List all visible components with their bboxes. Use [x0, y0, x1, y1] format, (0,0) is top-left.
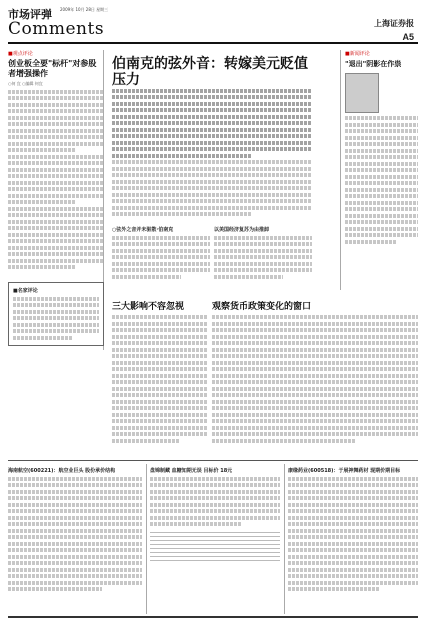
text-line	[8, 568, 142, 572]
text-line	[8, 155, 103, 159]
text-line	[8, 542, 142, 546]
text-line	[345, 175, 418, 179]
stock-column-3	[284, 464, 418, 614]
text-line	[13, 329, 99, 333]
text-line	[112, 128, 312, 132]
text-line	[288, 509, 418, 513]
text-line	[112, 206, 312, 210]
text-line	[288, 483, 418, 487]
text-line	[288, 587, 379, 591]
right-headline: "退出"阴影在作祟	[345, 60, 402, 68]
text-line	[212, 406, 418, 410]
text-line	[112, 212, 252, 216]
row2-right-article	[212, 296, 418, 456]
text-line	[8, 265, 75, 269]
text-line	[13, 297, 99, 301]
left-section-tag: ■观点评论	[8, 51, 33, 57]
text-line	[8, 555, 142, 559]
text-line	[345, 136, 418, 140]
text-line	[8, 239, 103, 243]
text-line	[345, 181, 418, 185]
text-line	[8, 483, 142, 487]
issue-date: 2009年 10月 28日 星期三	[60, 7, 109, 12]
text-line	[112, 419, 208, 423]
text-line	[112, 354, 208, 358]
text-line	[288, 555, 418, 559]
text-line	[8, 252, 103, 256]
right-section-tag: ■新闻评论	[345, 51, 370, 57]
text-line	[214, 255, 312, 259]
text-line	[8, 509, 142, 513]
stock-headline: 康缘药业(600518)：于展神舞药材 现期价期目标	[288, 468, 401, 474]
text-line	[288, 581, 418, 585]
text-line	[8, 496, 142, 500]
text-line	[150, 516, 280, 520]
text-line	[112, 361, 208, 365]
text-line	[288, 503, 418, 507]
stock-column-2	[146, 464, 280, 614]
text-line	[345, 207, 418, 211]
text-line	[212, 387, 418, 391]
text-line	[288, 574, 418, 578]
text-line	[345, 227, 418, 231]
author-portrait	[345, 73, 379, 113]
text-line	[112, 249, 210, 253]
text-line	[112, 121, 312, 125]
left-headline: 创业板全要"标杆"对参股者增强操作	[8, 59, 97, 78]
text-line	[288, 522, 418, 526]
text-line	[212, 341, 418, 345]
text-line	[112, 242, 210, 246]
text-line	[345, 233, 418, 237]
text-line	[345, 188, 418, 192]
text-line	[212, 354, 418, 358]
text-line	[288, 561, 418, 565]
text-line	[8, 174, 103, 178]
text-line	[345, 162, 418, 166]
text-line	[8, 561, 142, 565]
text-line	[112, 275, 181, 279]
text-line	[112, 432, 208, 436]
text-line	[8, 213, 103, 217]
text-line	[150, 483, 280, 487]
text-line	[8, 207, 103, 211]
text-line	[8, 226, 103, 230]
text-line	[150, 496, 280, 500]
text-line	[288, 542, 418, 546]
text-line	[112, 134, 312, 138]
main-headline: 伯南克的弦外音：转嫁美元贬值压力	[112, 56, 308, 88]
masthead	[8, 6, 418, 46]
text-line	[212, 361, 418, 365]
text-line	[8, 109, 103, 113]
paper-name: 上海证券报	[374, 18, 414, 28]
text-line	[8, 122, 103, 126]
text-line	[212, 413, 418, 417]
text-line	[8, 574, 142, 578]
text-line	[13, 323, 99, 327]
text-line	[8, 200, 75, 204]
text-line	[112, 426, 208, 430]
comments-title: Comments	[8, 19, 105, 39]
text-line	[8, 529, 142, 533]
text-line	[150, 477, 280, 481]
stock-column-1	[8, 464, 142, 614]
text-line	[8, 90, 103, 94]
text-line	[112, 335, 208, 339]
stock-table	[150, 529, 280, 562]
text-line	[345, 129, 418, 133]
left-byline: ○何 宜 ○编辑 何宜	[8, 81, 43, 86]
text-line	[112, 236, 210, 240]
text-line	[8, 587, 102, 591]
text-line	[288, 548, 418, 552]
text-line	[8, 246, 103, 250]
text-line	[214, 262, 312, 266]
text-line	[212, 315, 418, 319]
text-line	[212, 426, 418, 430]
text-line	[112, 147, 312, 151]
text-line	[345, 116, 418, 120]
text-line	[150, 490, 280, 494]
text-line	[288, 535, 418, 539]
text-line	[112, 173, 312, 177]
text-line	[8, 535, 142, 539]
text-line	[112, 406, 208, 410]
text-line	[112, 268, 210, 272]
text-line	[13, 303, 99, 307]
text-line	[112, 180, 312, 184]
text-line	[112, 374, 208, 378]
text-line	[345, 168, 418, 172]
footer-rule	[8, 616, 418, 618]
stock-headline: 海南航空(600221)：航空业巨头 股份承价结构	[8, 468, 116, 474]
section-divider	[8, 460, 418, 461]
text-line	[13, 316, 99, 320]
text-line	[8, 477, 142, 481]
text-line	[112, 387, 208, 391]
text-line	[8, 129, 103, 133]
text-line	[8, 148, 75, 152]
text-line	[8, 187, 103, 191]
quote-box-label: ■名家评论	[13, 288, 38, 294]
text-line	[212, 328, 418, 332]
text-line	[212, 322, 418, 326]
sub-headline: ○弦外之音并未驱散·伯南克	[112, 227, 174, 233]
text-line	[214, 249, 312, 253]
row2-right-headline: 观察货币政策变化的窗口	[212, 302, 312, 312]
text-line	[8, 181, 103, 185]
quote-box	[8, 282, 104, 346]
text-line	[112, 160, 312, 164]
text-line	[214, 268, 312, 272]
text-line	[112, 348, 208, 352]
text-line	[212, 348, 418, 352]
text-line	[212, 374, 418, 378]
text-line	[112, 341, 208, 345]
text-line	[112, 115, 312, 119]
text-line	[345, 220, 418, 224]
text-line	[8, 233, 103, 237]
text-line	[8, 135, 103, 139]
text-line	[345, 142, 418, 146]
text-line	[212, 432, 418, 436]
text-line	[150, 509, 280, 513]
main-body	[112, 86, 312, 226]
text-line	[212, 367, 418, 371]
text-line	[112, 167, 312, 171]
text-line	[212, 393, 418, 397]
text-line	[150, 503, 280, 507]
text-line	[112, 154, 252, 158]
text-line	[345, 214, 418, 218]
text-line	[8, 516, 142, 520]
text-line	[112, 255, 210, 259]
text-line	[8, 503, 142, 507]
text-line	[13, 336, 73, 340]
text-line	[288, 477, 418, 481]
text-line	[345, 201, 418, 205]
text-line	[150, 522, 241, 526]
text-line	[8, 259, 103, 263]
text-line	[112, 102, 312, 106]
text-line	[112, 186, 312, 190]
text-line	[112, 315, 208, 319]
text-line	[8, 548, 142, 552]
text-line	[8, 194, 103, 198]
text-line	[8, 116, 103, 120]
text-line	[112, 193, 312, 197]
sub-column	[112, 226, 210, 286]
text-line	[214, 236, 312, 240]
text-line	[112, 328, 208, 332]
text-line	[8, 522, 142, 526]
text-line	[112, 322, 208, 326]
text-line	[13, 310, 99, 314]
text-line	[8, 581, 142, 585]
text-line	[288, 568, 418, 572]
section-title: 市场评弹	[8, 8, 52, 21]
row2-left-article	[112, 296, 208, 456]
row2-left-headline: 三大影响不容忽视	[112, 302, 185, 312]
text-line	[345, 194, 418, 198]
text-line	[112, 108, 312, 112]
text-line	[345, 240, 396, 244]
text-line	[112, 199, 312, 203]
stock-headline: 盘锦制藏 血糖知期无误 目标价 18元	[150, 468, 233, 474]
sub-column	[214, 226, 312, 286]
text-line	[112, 400, 208, 404]
text-line	[8, 490, 142, 494]
text-line	[112, 439, 179, 443]
text-line	[288, 496, 418, 500]
text-line	[214, 275, 283, 279]
text-line	[212, 439, 356, 443]
text-line	[212, 400, 418, 404]
text-line	[8, 220, 103, 224]
text-line	[112, 413, 208, 417]
text-line	[288, 529, 418, 533]
text-line	[112, 380, 208, 384]
text-line	[8, 161, 103, 165]
text-line	[112, 262, 210, 266]
text-line	[345, 149, 418, 153]
right-column	[340, 50, 418, 290]
text-line	[288, 516, 418, 520]
text-line	[345, 123, 418, 127]
text-line	[212, 380, 418, 384]
text-line	[288, 490, 418, 494]
text-line	[112, 95, 312, 99]
masthead-rule	[8, 42, 418, 44]
text-line	[112, 367, 208, 371]
text-line	[112, 89, 312, 93]
text-line	[345, 155, 418, 159]
text-line	[8, 103, 103, 107]
page-number: A5	[402, 32, 414, 42]
text-line	[212, 335, 418, 339]
left-column	[8, 50, 104, 350]
text-line	[112, 393, 208, 397]
main-sub-columns	[112, 226, 312, 286]
text-line	[112, 141, 312, 145]
text-line	[8, 168, 103, 172]
text-line	[214, 242, 312, 246]
text-line	[8, 142, 103, 146]
text-line	[8, 96, 103, 100]
text-line	[212, 419, 418, 423]
sub-headline: 以美国经济复苏为由推卸	[214, 227, 270, 233]
